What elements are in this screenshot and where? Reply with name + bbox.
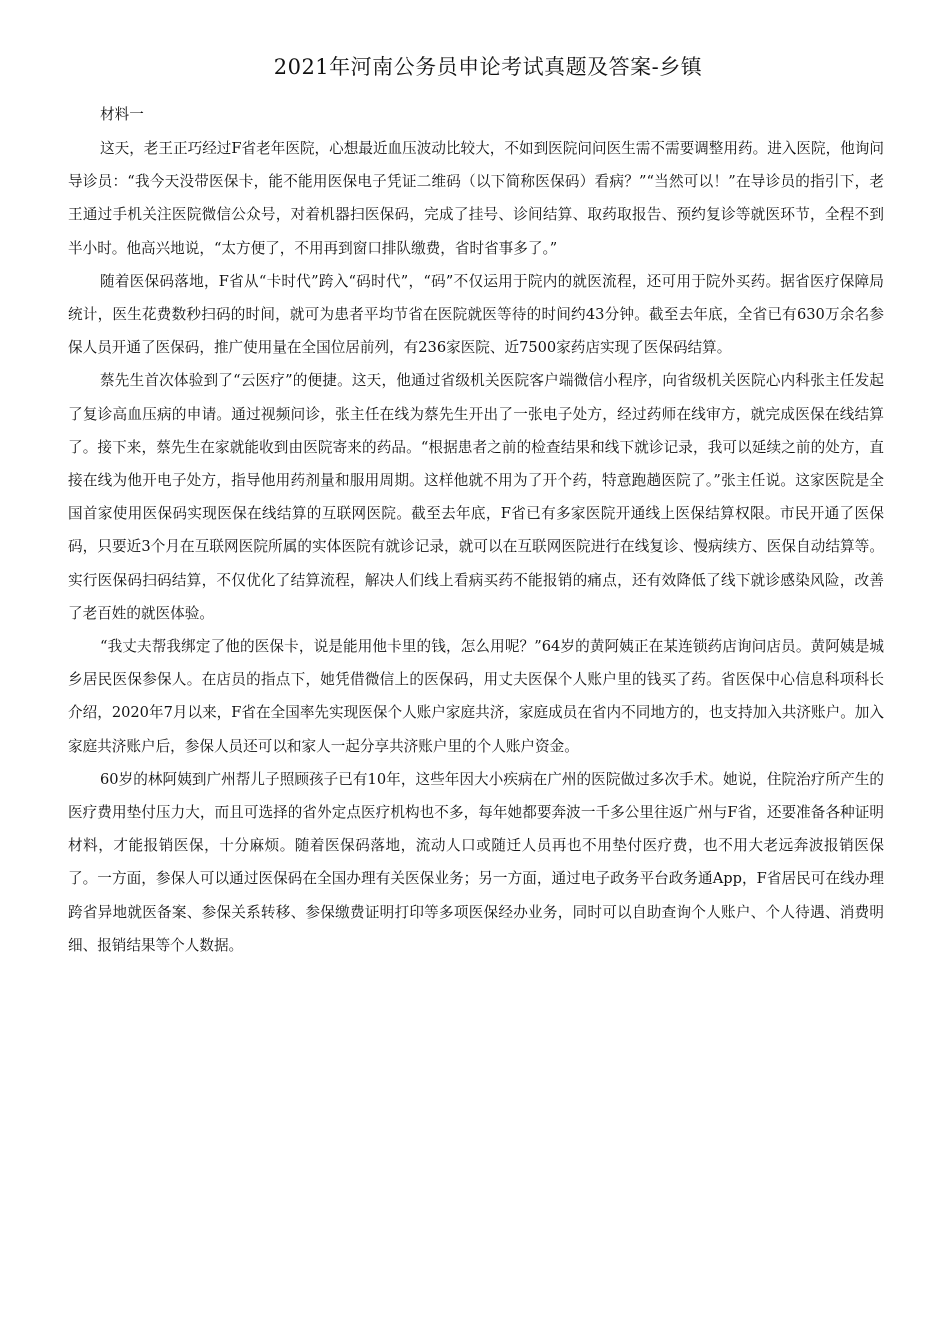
- paragraph-4: “我丈夫帮我绑定了他的医保卡，说是能用他卡里的钱，怎么用呢？”64岁的黄阿姨正在某连锁药店询问店员。黄阿姨是城乡居民医保参保人。在店员的指点下，她凭借微信上的医保码，用丈夫医保个人账户里的钱买了药。省医保中心信息科项科长介绍，2020年7月以来，F省在全国率先实现医保个人账户家庭共济，家庭成员在省内不同地方的，也支持加入共济账户。加入家庭共济账户后，参保人员还可以和家人一起分享共济账户里的个人账户资金。: [68, 638, 884, 755]
- document-title: 2021年河南公务员申论考试真题及答案-乡镇: [273, 55, 703, 79]
- paragraph-2: 随着医保码落地，F省从“卡时代”跨入“码时代”，“码”不仅运用于院内的就医流程，还可用于院外买药。据省医疗保障局统计，医生花费数秒扫码的时间，就可为患者平均节省在医院就医等待的时间约43分钟。截至去年底，全省已有630万余名参保人员开通了医保码，推广使用量在全国位居前列，有236家医院、近7500家药店实现了医保码结算。: [68, 272, 884, 357]
- paragraph-3: 蔡先生首次体验到了“云医疗”的便捷。这天，他通过省级机关医院客户端微信小程序，向省级机关医院心内科张主任发起了复诊高血压病的申请。通过视频问诊，张主任在线为蔡先生开出了一张电子处方，经过药师在线审方，就完成医保在线结算了。接下来，蔡先生在家就能收到由医院寄来的药品。“根据患者之前的检查结果和线下就诊记录，我可以延续之前的处方，直接在线为他开电子处方，指导他用药剂量和服用周期。这样他就不用为了开个药，特意跑趟医院了。”张主任说。这家医院是全国首家使用医保码实现医保在线结算的互联网医院。截至去年底，F省已有多家医院开通线上医保结算权限。市民开通了医保码，只要近3个月在互联网医院所属的实体医院有就诊记录，就可以在互联网医院进行在线复诊、慢病续方、医保自动结算等。实行医保码扫码结算，不仅优化了结算流程，解决人们线上看病买药不能报销的痛点，还有效降低了线下就诊感染风险，改善了老百姓的就医体验。: [68, 372, 884, 622]
- document-page: [68, 50, 884, 962]
- paragraph-5: 60岁的林阿姨到广州帮儿子照顾孩子已有10年，这些年因大小疾病在广州的医院做过多次手术。她说，住院治疗所产生的医疗费用垫付压力大，而且可选择的省外定点医疗机构也不多，每年她都要奔波一千多公里往返广州与F省，还要准备各种证明材料，才能报销医保，十分麻烦。随着医保码落地，流动人口或随迁人员再也不用垫付医疗费，也不用大老远奔波报销医保了。一方面，参保人可以通过医保码在全国办理有关医保业务；另一方面，通过电子政务平台政务通App，F省居民可在线办理跨省异地就医备案、参保关系转移、参保缴费证明打印等多项医保经办业务，同时可以自助查询个人账户、个人待遇、消费明细、报销结果等个人数据。: [68, 770, 884, 954]
- section-label: 材料一: [100, 106, 144, 123]
- paragraph-1: 这天，老王正巧经过F省老年医院，心想最近血压波动比较大，不如到医院问问医生需不需要调整用药。进入医院，他询问导诊员：“我今天没带医保卡，能不能用医保电子凭证二维码（以下简称医保码）看病？”“当然可以！”在导诊员的指引下，老王通过手机关注医院微信公众号，对着机器扫医保码，完成了挂号、诊间结算、取药取报告、预约复诊等就医环节，全程不到半小时。他高兴地说，“太方便了，不用再到窗口排队缴费，省时省事多了。”: [68, 140, 884, 257]
